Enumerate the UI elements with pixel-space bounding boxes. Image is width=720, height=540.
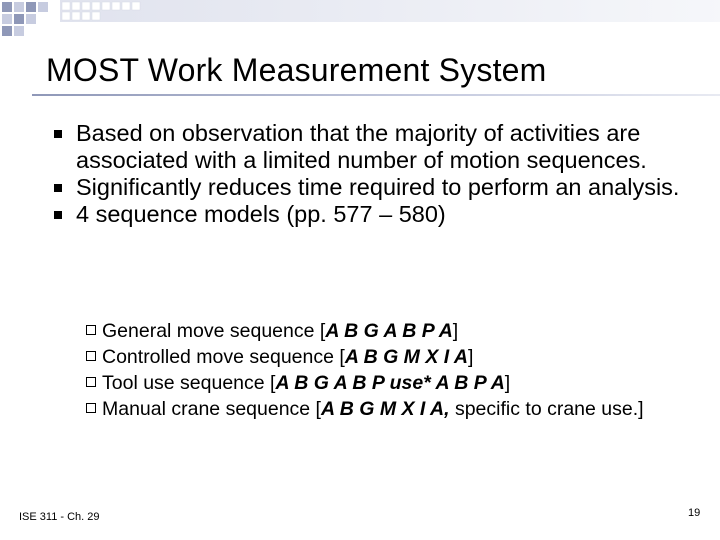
sequence-model-list (86, 318, 686, 422)
bullet-item (54, 201, 694, 228)
sub-bullet-lead: Manual crane sequence [ (102, 398, 321, 420)
main-bullet-list (54, 120, 694, 228)
bullet-item (54, 120, 694, 174)
square-bullet-icon (54, 130, 62, 138)
bullet-item (54, 174, 694, 201)
hollow-square-bullet-icon (86, 351, 96, 361)
sequence-code: A B G M X I A, (320, 398, 450, 420)
square-bullet-icon (54, 211, 62, 219)
header-decoration-strip (0, 0, 720, 22)
bullet-text: Based on observation that the majority of activities are associated with a limited number of motion sequences. (76, 120, 647, 173)
hollow-square-bullet-icon (86, 377, 96, 387)
page-number: 19 (688, 507, 701, 519)
sub-bullet-item (86, 318, 686, 344)
square-bullet-icon (54, 184, 62, 192)
sub-bullet-lead: Tool use sequence [ (102, 372, 276, 394)
sub-bullet-tail: ] (452, 320, 459, 342)
sub-bullet-item (86, 370, 686, 396)
slide-footer: ISE 311 - Ch. 29 (19, 511, 100, 523)
sub-bullet-tail: ] (504, 372, 511, 394)
sequence-code: A B G A B P use* A B P A (275, 372, 505, 394)
hollow-square-bullet-icon (86, 403, 96, 413)
sub-bullet-lead: General move sequence [ (102, 320, 326, 342)
sub-bullet-lead: Controlled move sequence [ (102, 346, 345, 368)
sub-bullet-tail: specific to crane use.] (449, 398, 644, 420)
sequence-code: A B G A B P A (325, 320, 453, 342)
title-underline (32, 94, 720, 96)
bullet-text: Significantly reduces time required to perform an analysis. (76, 174, 680, 200)
sub-bullet-item (86, 396, 686, 422)
sequence-code: A B G M X I A (344, 346, 468, 368)
sub-bullet-item (86, 344, 686, 370)
slide-title: MOST Work Measurement System (46, 52, 547, 88)
corner-squares-decoration (0, 0, 60, 44)
hollow-square-bullet-icon (86, 325, 96, 335)
sub-bullet-tail: ] (467, 346, 474, 368)
bullet-text: 4 sequence models (pp. 577 – 580) (76, 201, 446, 227)
